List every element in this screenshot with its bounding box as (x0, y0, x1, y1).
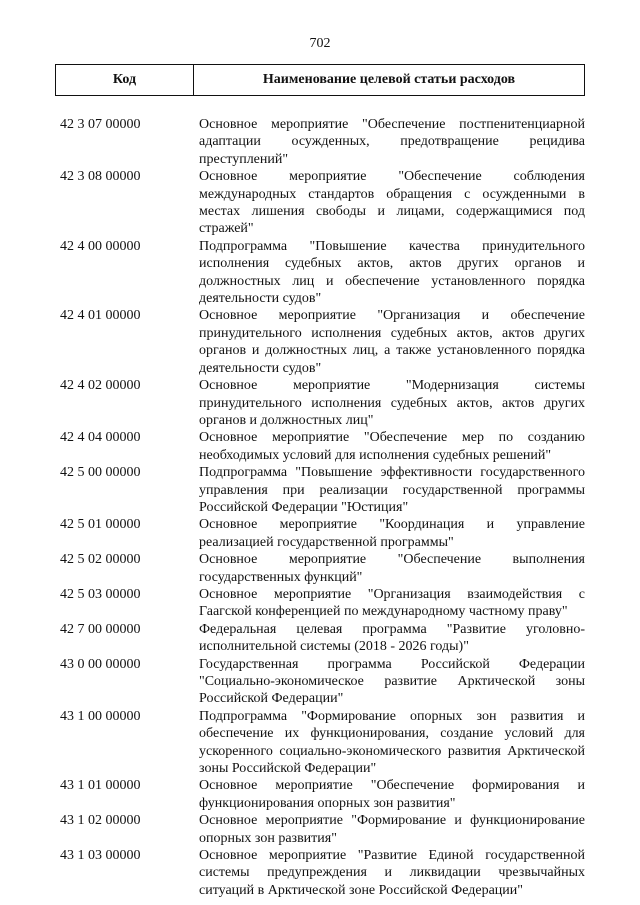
row-code: 43 0 00 00000 (60, 656, 141, 672)
row-code: 42 5 00 00000 (60, 465, 141, 481)
table-row (60, 429, 585, 464)
row-code: 43 1 01 00000 (60, 778, 141, 794)
table-row (60, 656, 585, 708)
row-description: Подпрограмма "Повышение качества принудительного исполнения судебных актов, актов других органов и должностных лиц и обеспечение установленного порядка деятельности судов" (199, 238, 585, 307)
table-body (60, 116, 585, 899)
row-code: 42 3 07 00000 (60, 117, 141, 132)
table-row (60, 116, 585, 168)
row-code: 42 7 00 00000 (60, 621, 141, 637)
header-name: Наименование целевой статьи расходов (262, 72, 516, 87)
row-code: 42 5 01 00000 (60, 517, 141, 533)
table-row (60, 812, 585, 847)
table-row (60, 464, 585, 516)
row-description: Основное мероприятие "Организация взаимодействия с Гаагской конференцией по международному частному праву" (199, 586, 585, 620)
row-description: Основное мероприятие "Организация и обеспечение принудительного исполнения судебных актов, актов других органов и должностных лиц, а также установленного порядка деятельности судов" (199, 308, 585, 376)
row-code: 43 1 00 00000 (60, 708, 141, 724)
table-row (60, 516, 585, 551)
row-code: 42 5 03 00000 (60, 586, 141, 602)
table-row (60, 238, 585, 308)
row-code: 42 3 08 00000 (60, 169, 141, 185)
row-description: Основное мероприятие "Координация и управление реализацией государственной программы" (199, 517, 585, 550)
row-code: 42 4 04 00000 (60, 430, 141, 446)
header-code: Код (56, 65, 194, 95)
row-description: Основное мероприятие "Обеспечение постпенитенциарной адаптации осужденных, предотвращение рецидива преступлений" (199, 117, 585, 167)
row-code: 42 5 02 00000 (60, 552, 141, 568)
row-description: Основное мероприятие "Обеспечение соблюдения международных стандартов обращения с осужденными в местах лишения свободы и лицами, содержащимися под стражей" (199, 169, 585, 237)
row-code: 43 1 02 00000 (60, 813, 141, 829)
table-row (60, 377, 585, 429)
table-row (60, 307, 585, 377)
row-description: Государственная программа Российской Федерации "Социально-экономическое развитие Арктической зоны Российской Федерации" (199, 656, 585, 707)
table-header (55, 64, 585, 96)
table-row (60, 777, 585, 812)
row-code: 42 4 00 00000 (60, 238, 141, 254)
row-description: Основное мероприятие "Обеспечение выполнения государственных функций" (199, 552, 585, 585)
table-row (60, 586, 585, 621)
row-description: Основное мероприятие "Развитие Единой государственной системы предупреждения и ликвидации чрезвычайных ситуаций в Арктической зоне Российской Федерации" (199, 848, 585, 898)
table-row (60, 847, 585, 899)
row-description: Подпрограмма "Повышение эффективности государственного управления при реализации государственной программы Российской Федерации "Юстиция" (199, 465, 585, 515)
table-row (60, 551, 585, 586)
row-code: 42 4 01 00000 (60, 308, 141, 324)
table-row (60, 708, 585, 778)
table-row (60, 168, 585, 238)
table-row (60, 621, 585, 656)
row-code: 42 4 02 00000 (60, 378, 141, 394)
row-description: Основное мероприятие "Модернизация системы принудительного исполнения судебных актов, актов других органов и должностных лиц" (199, 378, 585, 428)
row-description: Подпрограмма "Формирование опорных зон развития и обеспечение их функционирования, создание условий для ускоренного социально-экономического развития Арктической зоны Российской Федерации" (199, 708, 585, 777)
page-number: 702 (309, 36, 331, 51)
row-code: 43 1 03 00000 (60, 848, 141, 864)
row-description: Основное мероприятие "Обеспечение формирования и функционирования опорных зон развития" (199, 778, 585, 811)
row-description: Основное мероприятие "Обеспечение мер по созданию необходимых условий для исполнения судебных решений" (199, 430, 585, 463)
row-description: Основное мероприятие "Формирование и функционирование опорных зон развития" (199, 813, 585, 846)
row-description: Федеральная целевая программа "Развитие уголовно-исполнительной системы (2018 - 2026 годы)" (199, 621, 585, 655)
